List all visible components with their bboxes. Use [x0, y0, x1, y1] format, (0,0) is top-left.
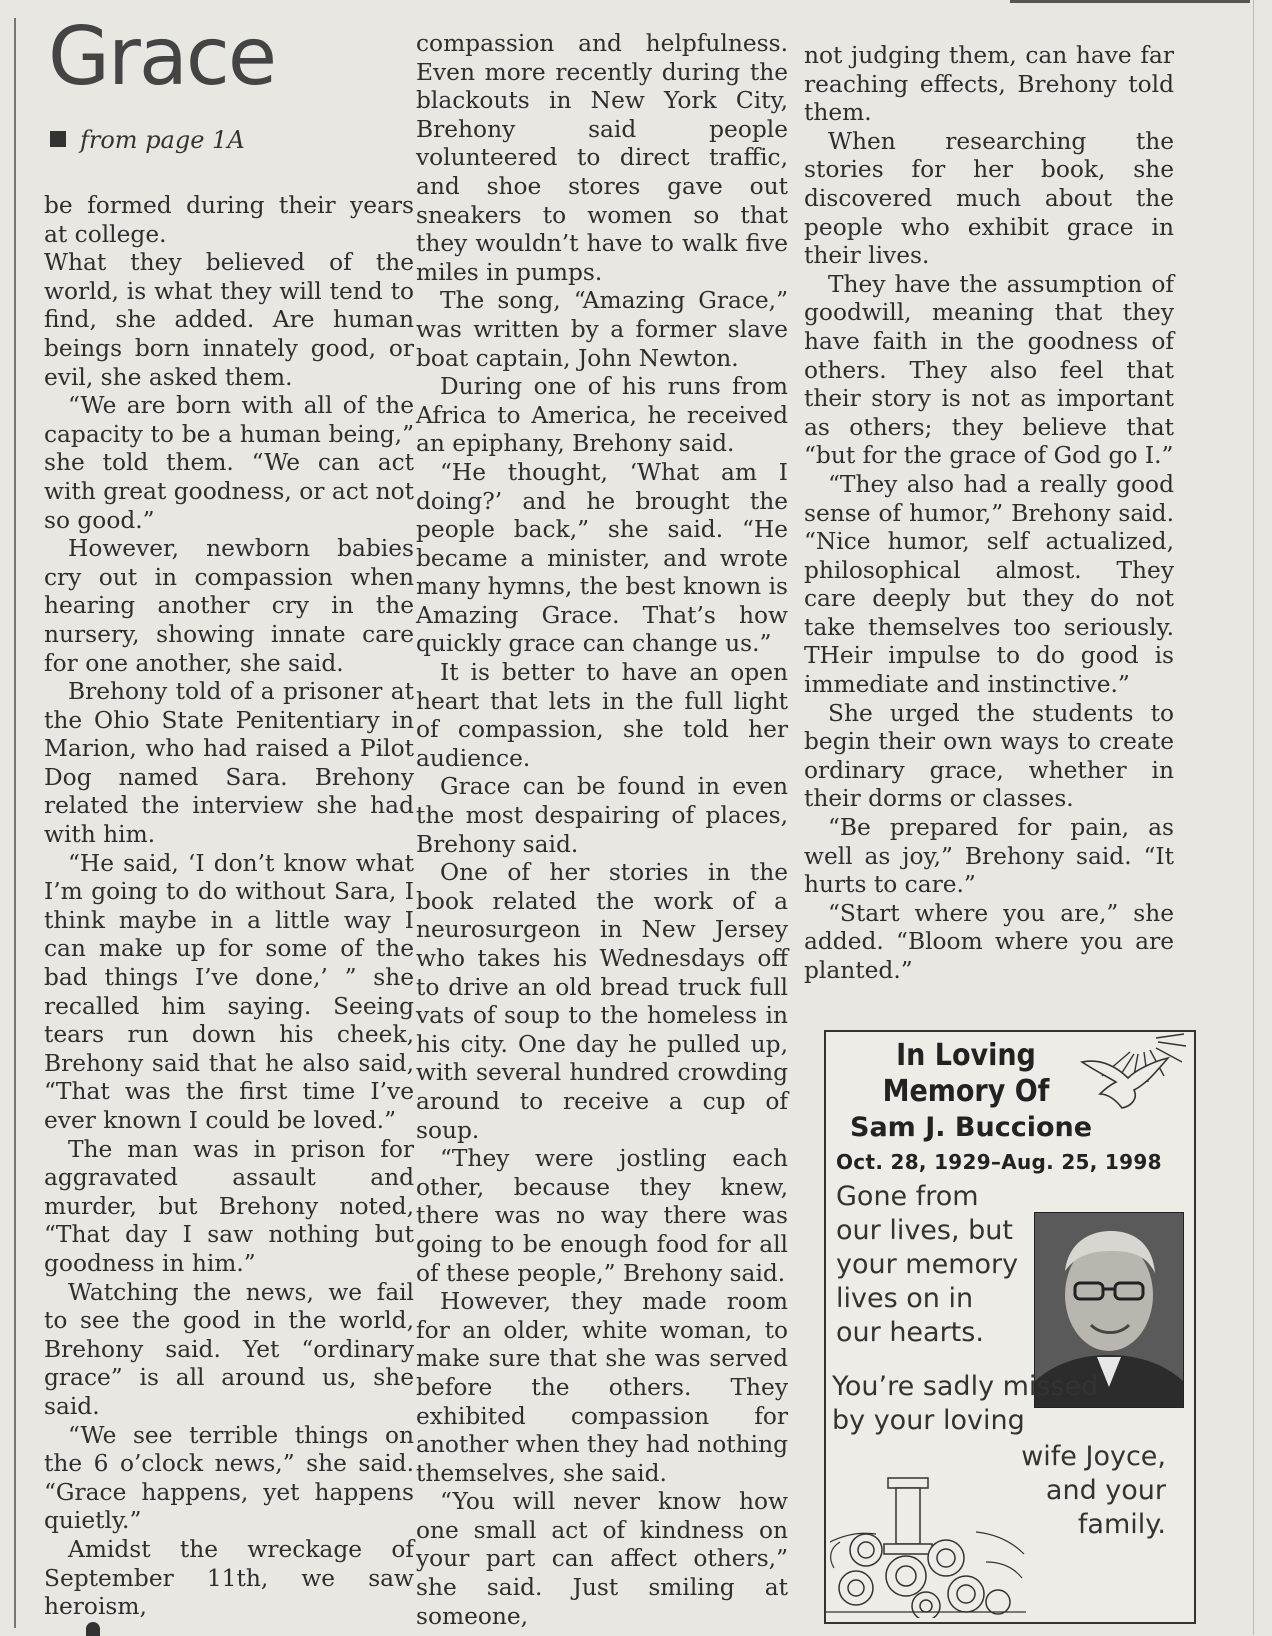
paragraph: It is better to have an open heart that lets in the full light of compassion, she told her audience. [416, 659, 788, 772]
jump-line [50, 126, 245, 154]
paragraph: When researching the stories for her book, she discovered much about the people who exhibit grace in their lives. [804, 127, 1174, 270]
top-rule [1010, 0, 1250, 3]
memorial-text: wife Joyce, and your family. [1021, 1441, 1166, 1540]
paragraph: “We see terrible things on the 6 o’clock news,” she said. “Grace happens, yet happens quietly.” [44, 1421, 414, 1535]
memorial-name: Sam J. Buccione [850, 1112, 1093, 1143]
paragraph: “We are born with all of the capacity to be a human being,” she told them. “We can act with great goodness, or act not so good.” [44, 392, 414, 534]
paragraph: Amidst the wreckage of September 11th, we saw heroism, [44, 1535, 414, 1621]
flowers-icon [826, 1472, 1026, 1618]
paragraph: The man was in prison for aggravated assault and murder, but Brehony noted, “That day I saw nothing but goodness in him.” [44, 1135, 414, 1277]
paragraph: The song, “Amazing Grace,” was written by a former slave boat captain, John Newton. [416, 287, 788, 372]
page-fold [1253, 0, 1254, 1635]
paragraph: “You will never know how one small act of kindness on your part can affect others,” she said. Just smiling at someone, [416, 1488, 788, 1630]
jump-text: from page 1A [80, 126, 245, 154]
article-column-2 [416, 30, 788, 1631]
paragraph: be formed during their years at college. [44, 192, 414, 248]
paragraph: Grace can be found in even the most despairing of places, Brehony said. [416, 773, 788, 858]
paragraph: She urged the students to begin their own ways to create ordinary grace, whether in their dorms or classes. [804, 699, 1174, 813]
paragraph: compassion and helpfulness. Even more recently during the blackouts in New York City, Brehony said people volunteered to direct traffic, and shoe stores gave out sneakers to women so that they wouldn’t have to walk five miles in pumps. [416, 30, 788, 286]
article-column-1 [44, 192, 414, 1622]
paragraph: One of her stories in the book related the work of a neurosurgeon in New Jersey who takes his Wednesdays off to drive an old bread truck full vats of soup to the homeless in his city. One day he pulled up, with several hundred crowding around to receive a cup of soup. [416, 859, 788, 1144]
memorial-ad [824, 1030, 1196, 1624]
memorial-title: In Loving Memory Of [882, 1038, 1050, 1109]
paragraph: “Be prepared for pain, as well as joy,” Brehony said. “It hurts to care.” [804, 814, 1174, 899]
page-number-fragment [86, 1622, 100, 1636]
column-rule [14, 18, 16, 1628]
memorial-text: You’re sadly missed by your loving [832, 1371, 1099, 1436]
paragraph: What they believed of the world, is what they will tend to find, she added. Are human beings born innately good, or evil, she asked them. [44, 249, 414, 391]
bullet-square-icon [50, 131, 66, 147]
paragraph: “Start where you are,” she added. “Bloom where you are planted.” [804, 899, 1174, 984]
memorial-dates: Oct. 28, 1929–Aug. 25, 1998 [836, 1150, 1162, 1174]
paragraph: During one of his runs from Africa to America, he received an epiphany, Brehony said. [416, 373, 788, 458]
paragraph: “He said, ‘I don’t know what I’m going to do without Sara, I think maybe in a little way I can make up for some of the bad things I’ve done,’ ” she recalled him saying. Seeing tears run down his cheek, Brehony said that he also said, “That was the first time I’ve ever known I could be loved.” [44, 849, 414, 1134]
memorial-text: Gone from our lives, but your memory lives on in our hearts. [836, 1181, 1019, 1348]
article-column-3 [804, 42, 1174, 986]
paragraph: They have the assumption of goodwill, meaning that they have faith in the goodness of others. They also feel that their story is not as important as others; they believe that “but for the grace of God go I.” [804, 270, 1174, 470]
paragraph: “They were jostling each other, because they knew, there was no way there was going to be enough food for all of these people,” Brehony said. [416, 1145, 788, 1287]
paragraph: “He thought, ‘What am I doing?’ and he brought the people back,” she said. “He became a minister, and wrote many hymns, the best known is Amazing Grace. That’s how quickly grace can change us.” [416, 458, 788, 658]
paragraph: “They also had a really good sense of humor,” Brehony said. “Nice humor, self actualized, philosophical almost. They care deeply but they do not take themselves too seriously. THeir impulse to do good is immediate and instinctive.” [804, 470, 1174, 699]
paragraph: Watching the news, we fail to see the good in the world, Brehony said. Yet “ordinary grace” is all around us, she said. [44, 1278, 414, 1420]
headline: Grace [48, 10, 276, 103]
paragraph: However, they made room for an older, white woman, to make sure that she was served before the others. They exhibited compassion for another when they had nothing themselves, she said. [416, 1288, 788, 1487]
paragraph: Brehony told of a prisoner at the Ohio State Penitentiary in Marion, who had raised a Pilot Dog named Sara. Brehony related the interview she had with him. [44, 678, 414, 849]
paragraph: not judging them, can have far reaching effects, Brehony told them. [804, 42, 1174, 127]
paragraph: However, newborn babies cry out in compassion when hearing another cry in the nursery, showing innate care for one another, she said. [44, 535, 414, 677]
